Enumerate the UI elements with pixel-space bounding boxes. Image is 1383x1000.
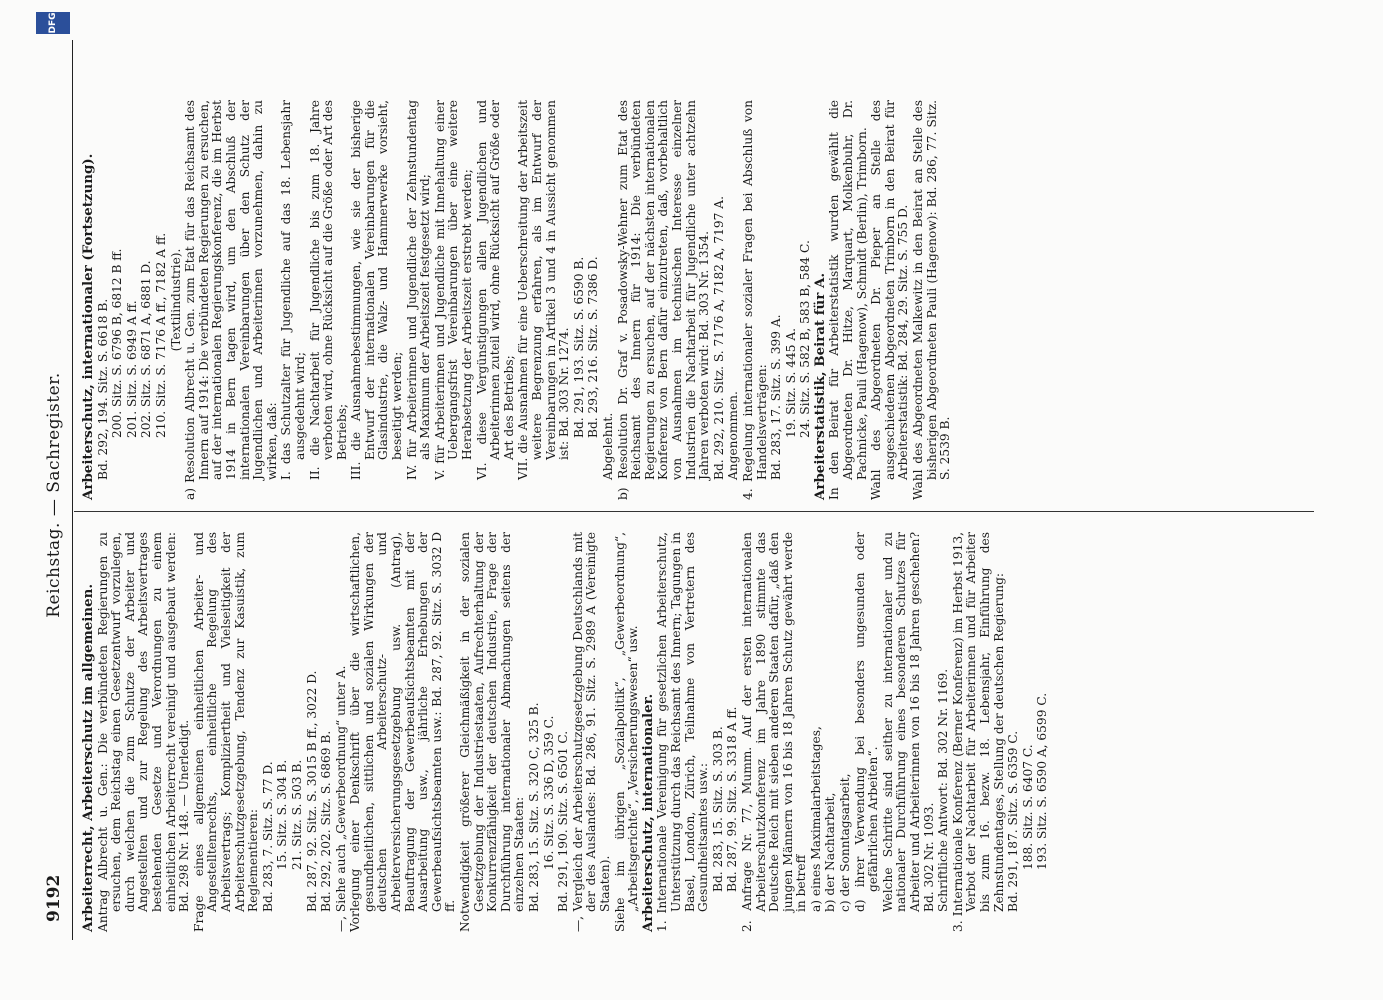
entry-item: VII. die Ausnahmen für eine Ueberschreitung der Arbeitszeit weitere Begrenzung erfahren, als im Entwurf der Vereinbarungen in Artikel 3 und 4 in Aussicht genommen ist: Bd. 303 Nr. 1274. — [516, 100, 572, 480]
entry-text: Frage eines allgemeinen einheitlichen Arbeiter- und Angestelltenrechts, einheitliche Regelung des Arbeitsvertrags; Kompliziertheit und Vielseitigkeit der Arbeiterschutzgesetzgebung, Tendenz zur Kasuistik, zum Reglementieren: — [191, 532, 261, 932]
section-heading: Arbeiterschutz, internationaler. — [639, 693, 656, 932]
reference: Bd. 291, 193. Sitz. S. 6590 B. — [571, 256, 586, 438]
reference: 200. Sitz. S. 6796 B, 6812 B ff. — [110, 248, 125, 438]
entry-text: —, Siehe auch „Gewerbeordnung“ unter A. — [333, 665, 348, 932]
reference: Bd. 283, 17. Sitz. S. 399 A. — [769, 314, 784, 480]
reference: Bd. 291, 187. Sitz. S. 6359 C. — [1006, 730, 1021, 912]
entry-item: V. für Arbeiterinnen und Jugendliche mit Innehaltung einer Uebergangsfrist Vereinbarungen über eine weitere Herabsetzung der Arbeitszeit erstrebt werden; — [432, 100, 475, 480]
section-heading: Arbeiterstatistik, Beirat für A. — [811, 272, 828, 500]
outcome: Abgelehnt. — [600, 412, 615, 480]
entry-item: VI. diese Vergünstigungen allen Jugendlichen und Arbeiterinnen zuteil wird, ohne Rücksicht auf Größe oder Art des Betriebs; — [474, 100, 516, 480]
entry-text: Notwendigkeit größerer Gleichmäßigkeit in der sozialen Gesetzgebung der Industriestaaten, Aufrechterhaltung der Konkurrenzfähigkeit der deutschen Industrie, Frage der Durchführung internationaler Abmachungen seitens der einzelnen Staaten: — [458, 532, 527, 932]
reference: Bd. 283, 15. Sitz. S. 303 B. — [710, 726, 725, 892]
section-heading: Arbeiterrecht, Arbeiterschutz im allgemeinen. — [80, 583, 96, 932]
entry-item: d) ihrer Verwendung bei besonders ungesunden oder gefährlichen Arbeiten“. — [852, 532, 881, 912]
entry-text: 1. Internationale Vereinigung für gesetzlichen Arbeiterschutz, Unterstützung durch das Reichsamt des Innern; Tagungen in Basel, London, Zürich, Teilnahme von Vertretern des Gesundheitsamtes usw.: — [655, 532, 711, 932]
entry-text: —, Vergleich der Arbeiterschutzgesetzgebung Deutschlands mit der des Auslandes: Bd. 286, 91. Sitz. S. 2989 A (Vereinigte Staaten). — [570, 532, 612, 932]
reference: Bd. 292, 194. Sitz. S. 6618 B. — [95, 298, 110, 480]
entry-text: Vorlegung einer Denkschrift über die wirtschaftlichen, gesundheitlichen, sittlichen und sozialen Wirkungen der deutschen Arbeiterschutz- und Arbeiterversicherungsgesetzgebung usw. (Antrag), Beauftragung der Gewerbeaufsichtsbeamten mit der Ausarbeitung usw., jährliche Erhebungen der Gewerbeaufsichtsbeamten usw.: Bd. 287, 92. Sitz. S. 3032 D ff. — [348, 532, 458, 932]
running-title: Reichstag. — Sachregister. — [44, 372, 64, 618]
entry-text: Wahl des Abgeordneten Dr. Pieper an Stelle des ausgeschiedenen Abgeordneten Trimborn in den Beirat für Arbeiterstatistik: Bd. 284, 29. Sitz. S. 755 D. — [869, 100, 911, 500]
entry-text: Wahl des Abgeordneten Malkewitz in den Beirat an Stelle des bisherigen Abgeordneten Pauli (Hagenow): Bd. 286, 77. Sitz. S. 2539 B. — [911, 100, 953, 500]
section-heading: Arbeiterschutz, internationaler (Fortsetzung). — [80, 153, 96, 500]
reference: Bd. 287, 99. Sitz. S. 3318 A ff. — [725, 706, 740, 892]
page-number: 9192 — [44, 874, 64, 922]
reference: 188. Sitz. S. 6407 C. — [1020, 744, 1035, 870]
entry-text: 4. Regelung internationaler sozialer Fragen bei Abschluß von Handelsverträgen: — [740, 100, 769, 500]
reference: 24. Sitz. S. 582 B, 583 B, 584 C. — [798, 240, 813, 438]
reference: Bd. 291, 190. Sitz. S. 6501 C. — [556, 730, 571, 912]
reference: Bd. 287, 92. Sitz. S. 3015 B ff., 3022 D. — [304, 670, 319, 912]
outcome: Angenommen. — [726, 391, 741, 480]
column-divider — [74, 511, 1314, 512]
entry-text: Schriftliche Antwort: Bd. 302 Nr. 1169. — [936, 668, 951, 912]
entry-text: a) Resolution Albrecht u. Gen. zum Etat für das Reichsamt des Innern auf 1914: Die verbündeten Regierungen zu ersuchen, auf der internationalen Regierungskonferenz, die im Herbst 1914 in Bern tagen wird, um den Abschluß der internationalen Vereinbarungen über den Schutz der Jugendlichen und Arbeiterinnen vorzunehmen, dahin zu wirken, daß: — [183, 100, 279, 500]
page-header — [44, 50, 74, 940]
reference: Bd. 293, 216. Sitz. S. 7386 D. — [586, 256, 601, 438]
right-column — [82, 100, 954, 500]
left-column — [82, 532, 1051, 932]
header-rule — [72, 40, 73, 940]
reference: 15. Sitz. S. 304 B. — [275, 759, 290, 870]
reference: Bd. 292, 210. Sitz. S. 7176 A, 7182 A, 7197 A. — [711, 196, 726, 480]
entry-text: b) Resolution Dr. Graf v. Posadowsky-Wehner zum Etat des Reichsamt des Innern für 1914: Die verbündeten Regierungen zu ersuchen, auf der nächsten internationalen Konferenz von Bern dafür einzutreten, daß, vorbehaltlich von Ausnahmen im technischen Interesse einzelner Industrien die Nachtarbeit für Jugendliche unter achtzehn Jahren verboten wird: Bd. 303 Nr. 1354. — [615, 100, 712, 500]
entry-item: a) eines Maximalarbeitstages, — [808, 726, 823, 912]
entry-item: b) der Nachtarbeit, — [823, 792, 838, 912]
entry-text: In den Beirat für Arbeiterstatistik wurden gewählt die Abgeordneten Dr. Hitze, Marquart, Molkenbuhr, Dr. Pachnicke, Pauli (Hagenow), Schmidt (Berlin), Trimborn. — [827, 100, 869, 500]
digitization-credit — [30, 12, 1330, 34]
reference: 202. Sitz. S. 6871 A, 6881 D. — [139, 260, 154, 438]
reference: Bd. 283, 15. Sitz. S. 320 C, 325 B. — [527, 702, 541, 912]
entry-item: II. die Nachtarbeit für Jugendliche bis zum 18. Jahre verboten wird, ohne Rücksicht auf die Größe oder Art des Betriebs; — [307, 100, 349, 480]
entry-text: 3. Internationale Konferenz (Berner Konferenz) im Herbst 1913, Verbot der Nachtarbeit für Arbeiterinnen und für Arbeiter bis zum 16. bezw. 18. Lebensjahr, Einführung des Zehnstundentages, Stellung der deutschen Regierung: — [950, 532, 1006, 932]
reference: 201. Sitz. S. 6949 A ff. — [124, 300, 139, 438]
reference: 193. Sitz. S. 6590 A, 6599 C. — [1035, 692, 1050, 870]
entry-text: Welche Schritte sind seither zu internationaler und zu nationaler Durchführung eines besonderen Schutzes für Arbeiter und Arbeiterinnen von 16 bis 18 Jahren geschehen? Bd. 302 Nr. 1093. — [880, 532, 936, 912]
reference: 210. Sitz. S. 7176 A ff., 7182 A ff. — [153, 232, 168, 438]
entry-text: Antrag Albrecht u. Gen.: Die verbündeten Regierungen zu ersuchen, dem Reichstag einen Gesetzentwurf vorzulegen, durch welchen die zum Schutze der Arbeiter und Angestellten und zur Regelung des Arbeitsvertrages bestehenden Gesetze und Verordnungen zu einem einheitlichen Arbeiterrecht vereinigt und ausgebaut werden: Bd. 298 Nr. 148. — Unerledigt. — [95, 532, 192, 932]
reference: Bd. 283, 7. Sitz. S. 77 D. — [260, 761, 275, 912]
entry-item: c) der Sonntagsarbeit, — [838, 773, 853, 912]
reference: Bd. 292, 202. Sitz. S. 6869 B. — [319, 730, 334, 912]
reference: 21. Sitz. S. 503 B. — [289, 759, 304, 870]
entry-text: 2. Anfrage Nr. 77, Mumm. Auf der ersten internationalen Arbeiterschutzkonferenz im Jahre 1890 stimmte das Deutsche Reich mit sieben anderen Staaten dafür, „daß den jungen Männern von 16 bis 18 Jahren Schutz gewährt werde in betreff — [739, 532, 809, 932]
entry-item: IV. für Arbeiterinnen und Jugendliche der Zehnstundentag als Maximum der Arbeitszeit festgesetzt wird; — [404, 100, 433, 480]
entry-item: I. das Schutzalter für Jugendliche auf das 18. Lebensjahr ausgedehnt wird; — [279, 100, 307, 480]
reference: 19. Sitz. S. 445 A. — [783, 327, 798, 438]
dfg-logo: DFG — [36, 12, 70, 34]
reference: 16. Sitz. S. 336 D, 359 C. — [541, 715, 556, 870]
reference-note: (Textilindustrie). — [168, 248, 183, 352]
entry-text: Siehe im übrigen „Sozialpolitik“, „Gewerbeordnung“, „Arbeitsgerichte“, „Versicherungswesen“ usw. — [612, 532, 641, 932]
entry-item: III. die Ausnahmebestimmungen, wie sie der bisherige Entwurf der internationalen Vereinbarungen für die Glasindustrie, die Walz- und Hammerwerke vorsieht, beseitigt werden; — [349, 100, 405, 480]
